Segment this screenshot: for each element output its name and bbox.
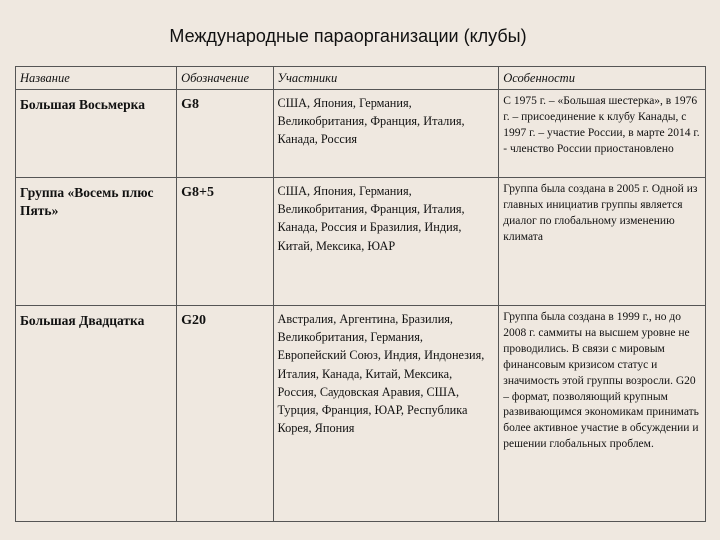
cell-designation: G8+5 — [177, 178, 273, 306]
table-row — [16, 306, 706, 522]
header-name: Название — [16, 67, 177, 90]
header-designation: Обозначение — [177, 67, 273, 90]
cell-designation: G20 — [177, 306, 273, 522]
page-title: Международные параорганизации (клубы) — [169, 26, 527, 46]
cell-members: Австралия, Аргентина, Бразилия, Великобритания, Германия, Европейский Союз, Индия, Индонезия, Италия, Канада, Китай, Мексика, Россия, Саудовская Аравия, США, Турция, Франция, ЮАР, Республика Корея, Япония — [273, 306, 499, 522]
cell-members: США, Япония, Германия, Великобритания, Франция, Италия, Канада, Россия — [273, 90, 499, 178]
organizations-table — [15, 66, 706, 522]
cell-features: С 1975 г. – «Большая шестерка», в 1976 г. – присоединение к клубу Канады, с 1997 г. – участие России, в марте 2014 г. - членство России приостановлено — [499, 90, 706, 178]
header-features: Особенности — [499, 67, 706, 90]
table-header-row — [16, 67, 706, 90]
table-row — [16, 178, 706, 306]
header-members: Участники — [273, 67, 499, 90]
cell-members: США, Япония, Германия, Великобритания, Франция, Италия, Канада, Россия и Бразилия, Индия, Китай, Мексика, ЮАР — [273, 178, 499, 306]
cell-features: Группа была создана в 2005 г. Одной из главных инициатив группы является диалог по глобальному изменению климата — [499, 178, 706, 306]
cell-features: Группа была создана в 1999 г., но до 2008 г. саммиты на высшем уровне не проводились. В связи с мировым финансовым кризисом статус и значимость этой группы возросли. G20 – формат, позволяющий крупным развивающимся экономикам принимать более активное участие в обсуждении и решении глобальных проблем. — [499, 306, 706, 522]
cell-name: Группа «Восемь плюс Пять» — [16, 178, 177, 306]
cell-designation: G8 — [177, 90, 273, 178]
table-row — [16, 90, 706, 178]
cell-name: Большая Двадцатка — [16, 306, 177, 522]
cell-name: Большая Восьмерка — [16, 90, 177, 178]
